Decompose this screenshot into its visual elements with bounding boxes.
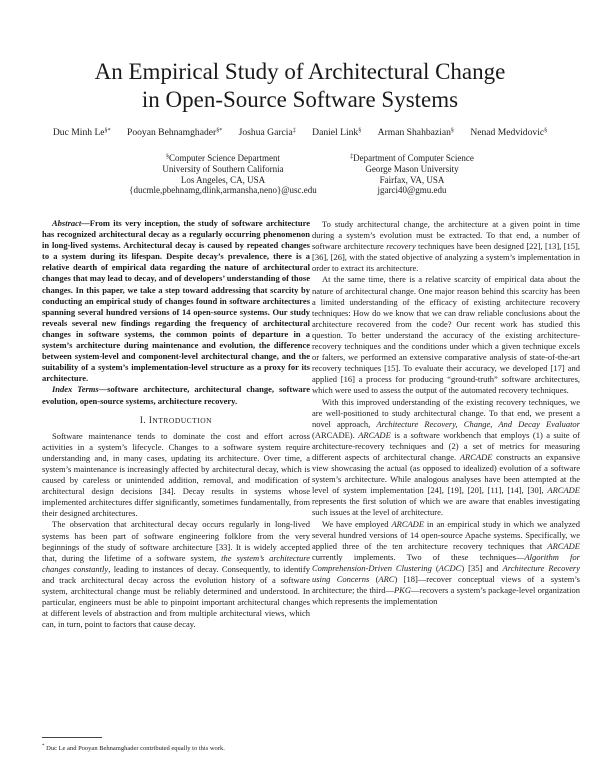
author-list [0,125,600,139]
paragraph: At the same time, there is a relative scarcity of empirical data about the nature of architectural change. One major reason behind this scarcity has been a limited understanding of the efficacy of existing architecture recovery techniques: How do we know that we can draw reliable conclusions about the architecture recovered from the code? Our recent work has studied this question. To better understand the accuracy of the existing architecture-recovery techniques and the conditions under which a given technique excels or falters, we performed an extensive comparative analysis of state-of-the-art recovery techniques [15]. To evaluate their accuracy, we developed [17] and applied [16] a process for producing “ground-truth” software architectures, which were used to assess the output of the automated recovery techniques. [312,274,580,396]
right-column [312,219,580,607]
paragraph: Software maintenance tends to dominate the cost and effort across activities in a system’s lifecycle. Changes to a software system require understanding and, in many cases, updating its architecture. Over time, a system’s maintenance is increasingly affected by architectural decay, which is caused by careless or unintended addition, removal, and modification of architectural design decisions [34]. Decay results in systems whose implemented architectures differ significantly, sometimes fundamentally, from their designed architectures. [42,430,310,519]
paragraph: To study architectural change, the architecture at a given point in time during a system’s evolution must be extracted. To that end, a number of software architecture recovery techniques have been designed [22], [13], [15], [36], [26], with the stated objective of analyzing a system’s implementation in order to extract its architecture. [312,219,581,274]
section-heading-introduction: I. INTRODUCTION [139,414,213,425]
author: Duc Minh Le§* [52,127,111,138]
paper-title-line-2: in Open-Source Software Systems [141,87,459,112]
abstract: Abstract—From its very inception, the study of software architecture has recognized architectural decay as a regularly occurring phenomenon in long-lived systems. Architectural decay is caused by repeated changes to a system during its lifespan. Despite decay’s prevalence, there is a relative dearth of empirical data regarding the nature of architectural changes that may lead to decay, and of developers’ understanding of those changes. In this paper, we take a step toward addressing that scarcity by conducting an empirical study of changes found in software architectures spanning several hundred versions of 14 open-source systems. Our study reveals several new findings regarding the frequency of architectural changes in software systems, the common points of departure in a system’s architecture during maintenance and evolution, the difference between system-level and component-level architectural change, and the suitability of a system’s implementation-level structure as a proxy for its architecture. [42,218,310,384]
footnote: * Duc Le and Pooyan Behnamghader contributed equally to this work. [42,744,225,752]
index-terms: Index Terms—software architecture, architectural change, software evolution, open-source systems, architecture recovery. [42,384,310,406]
author: Nenad Medvidovic§ [470,127,548,138]
paper-title-line-1: An Empirical Study of Architectural Change [94,59,506,84]
author: Arman Shahbazian§ [377,127,454,138]
paragraph: With this improved understanding of the existing recovery techniques, we are well-positioned to study architectural change. To that end, we present a novel approach, Architecture Recovery, Change, And Decay Evaluator (ARCADE). ARCADE is a software workbench that employs (1) a suite of architecture-recovery techniques and (2) a set of metrics for measuring different aspects of architectural change. ARCADE constructs an expansive view showcasing the actual (as opposed to idealized) evolution of a software system’s architecture. While analogous analyses have been attempted at the level of system implementation [24], [19], [20], [11], [14], [30], ARCADE represents the first solution of which we are aware that enables investigating such issues at the level of architecture. [312,396,581,518]
author: Pooyan Behnamghader§* [126,127,223,138]
affiliation-usc: §Computer Science Department University of Southern California Los Angeles, CA, USA {ducmle,pbehnamg,dlink,armansha,neno}@usc.edu [108,152,338,196]
left-column [42,218,310,630]
author: Joshua Garcia‡ [238,127,296,138]
email-address: jgarci40@gmu.edu [377,185,447,196]
affiliation-gmu: ‡Department of Computer Science George Mason University Fairfax, VA, USA jgarci40@gmu.edu [324,152,500,196]
email-address: {ducmle,pbehnamg,dlink,armansha,neno}@usc.edu [129,185,317,196]
paragraph: We have employed ARCADE in an empirical study in which we analyzed several hundred versions of 14 open-source Apache systems. Specifically, we applied three of the ten architecture recovery techniques that ARCADE currently implements. Two of these techniques—Algorithm for Comprehension-Driven Clustering (ACDC) [35] and Architecture Recovery using Concerns (ARC) [18]—recover conceptual views of a system’s architecture; the third—PKG—recovers a system’s package-level organization which represents the implementation [312,518,580,607]
paragraph: The observation that architectural decay occurs regularly in long-lived systems has been part of software engineering folklore from the very beginnings of the study of software architecture [33]. It is widely accepted that, during the lifetime of a software system, the system’s architecture changes constantly, leading to instances of decay. Consequently, to identify and track architectural decay across the evolution history of a software system, architectural change must be reliably determined and understood. In particular, engineers must be able to pinpoint important architectural changes at different levels of abstraction and from multiple architectural views, which can, in turn, point to factors that cause decay. [42,519,310,630]
author: Daniel Link§ [312,127,362,138]
footnote-divider [42,737,102,738]
